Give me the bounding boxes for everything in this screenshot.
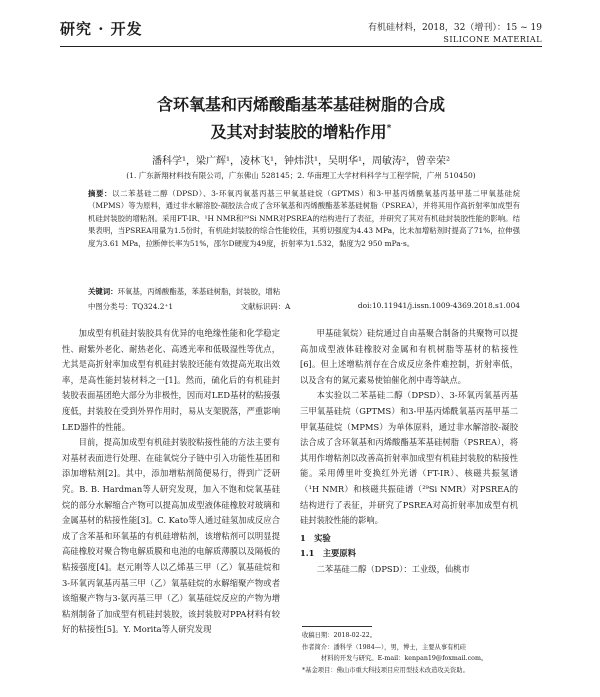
footnote-fund: *基金项目：佛山市重大科技项目应用型技术改造攻关资助。	[302, 666, 469, 674]
keywords-text: 环氧基，丙烯酸酯基，苯基硅树脂，封装胶，增粘	[117, 287, 281, 296]
intro-paragraph-3: 甲基硅氧烷）硅烷通过自由基聚合制备的共聚物可以提高加成型液体硅橡胶对金属和有机树脂等基材的粘接性[6]。但上述增粘剂存在合成反应条件难控制，折射率低，以及含有的氮元素易使铂催化剂中毒等缺点。	[300, 328, 518, 385]
article-metadata	[88, 301, 520, 312]
intro-paragraph-4: 本实验以二苯基硅二醇（DPSD）、3-环氧丙氧基丙基三甲氧基硅烷（GPTMS）和3-甲基丙烯酰氧基丙基甲基二甲氧基硅烷（MPMS）为单体原料，通过非水解溶胶-凝胶法合成了含环氧基和丙烯酸酯基苯基硅树脂（PSREA），将其用作增粘剂以改善高折射率加成型有机硅封装胶的粘接性能。采用傅里叶变换红外光谱（FT-IR）、核磁共振氢谱（¹H NMR）和核磁共振硅谱（²⁹Si NMR）对PSREA的结构进行了表征，并研究了PSREA对高折射率加成型有机硅封装胶性能的影响。	[300, 390, 518, 526]
intro-paragraph-1: 加成型有机硅封装胶具有优异的电绝缘性能和化学稳定性、耐紫外老化、耐热老化、高透光率和低吸湿性等优点，尤其是高折射率加成型有机硅封装胶还能有效提高光取出效率，是高性能封装材料之一[1]。然而，硫化后的有机硅封装胶表面基团绝大部分为非极性，因而对LED基材的粘接强度低，封装胶在受到外界作用时，易从支架脱落，严重影响LED器件的性能。	[62, 328, 280, 432]
keywords-label: 关键词：	[88, 287, 118, 296]
abstract-label: 摘要：	[88, 189, 113, 198]
journal-name-en: SILICONE MATERIAL	[443, 35, 542, 44]
footnote	[302, 630, 542, 676]
section-label: 研究 · 开发	[60, 20, 143, 38]
right-column	[300, 326, 518, 578]
doi: doi:10.11941/j.issn.1009-4369.2018.s1.004	[357, 301, 520, 310]
document-code: 文献标识码：A	[240, 302, 291, 311]
footnote-received: 收稿日期：2018-02-22。	[302, 632, 377, 639]
affiliations: (1. 广东新翔材料技有限公司，广东佛山 528145；2. 华南理工大学材料科学与工程学院，广州 510450)	[126, 171, 476, 180]
left-column	[62, 326, 280, 638]
keywords	[88, 286, 520, 297]
footnote-bio-2: 材料的开发与研究。E-mail：kenpan19@foxmail.com。	[320, 655, 488, 662]
footnote-bio-1: 作者简介：潘科学（1984—），男，博士，主要从事有机硅	[302, 643, 467, 651]
title-line-2	[60, 117, 542, 144]
article-title	[60, 92, 542, 144]
intro-paragraph-2: 目前，提高加成型有机硅封装胶粘接性能的方法主要有对基材表面进行处理、在硅氧烷分子链中引入功能性基团和添加增粘剂[2]。其中，添加增粘剂简便易行，得到广泛研究。B. B. Hardman等人研究发现，加入不饱和烷氧基硅烷的部分水解缩合产物可以提高加成型液体硅橡胶对玻璃和金属基材的粘接性能[3]。C. Kato等人通过硅氢加成反应合成了含苯基和环氧基的有机硅增粘剂，该增粘剂可以明显提高硅橡胶对聚合物电解质膜和电池的电解质薄膜以及隔板的粘接强度[4]。赵元刚等人以乙烯基三甲（乙）氧基硅烷和3-环氧丙氧基丙基三甲（乙）氧基硅烷的水解缩聚产物或者该缩聚产物与3-氨丙基三甲（乙）氧基硅烷反应的产物为增粘剂制备了加成型有机硅封装胶，该封装胶对PPA材料有较好的粘接性[5]。Y. Morita等人研究发现	[62, 437, 280, 635]
header-rule	[60, 46, 542, 47]
footnote-rule	[302, 626, 372, 627]
section-heading-experiment: 1 实验	[300, 532, 331, 543]
subsection-heading-materials: 1.1 主要原料	[300, 548, 356, 559]
title-footnote-mark: *	[386, 124, 392, 134]
journal-citation: 有机硅材料，2018，32（增刊）：15 ~ 19	[367, 23, 542, 33]
clc-number: 中图分类号：TQ324.2⁺1	[88, 302, 174, 311]
abstract	[88, 188, 520, 250]
abstract-text: 以二苯基硅二醇（DPSD）、3-环氧丙氧基丙基三甲氧基硅烷（GPTMS）和3-甲基丙烯酰氧基丙基甲基二甲氧基硅烷（MPMS）等为原料，通过非水解溶胶-凝胶法合成了含环氧基和丙烯酸酯基苯基硅树脂（PSREA），并将其用作高折射率加成型有机硅封装胶的增粘剂。采用FT-IR、¹H NMR和²⁹Si NMR对PSREA的结构进行了表征，并研究了其对有机硅封装胶性能的影响。结果表明，当PSREA用量为1.5份时，有机硅封装胶的综合性能较佳，其剪切强度为4.43 MPa，比未加增粘剂时提高了71%，拉伸强度为3.61 MPa，拉断伸长率为51%，邵尔D硬度为49度，折射率为1.532，黏度为2 950 mPa·s。	[88, 189, 520, 248]
title-line-2-text: 及其对封装胶的增粘作用	[210, 122, 387, 142]
title-line-1: 含环氧基和丙烯酸酯基苯基硅树脂的合成	[156, 95, 445, 114]
materials-text: 二苯基硅二醇（DPSD）：工业级，仙桃市	[316, 563, 470, 574]
author-list: 潘科学¹，梁广辉¹，凌林飞¹，钟炜洪¹，吴明华¹，周敏涛²，曾幸荣²	[151, 156, 451, 167]
